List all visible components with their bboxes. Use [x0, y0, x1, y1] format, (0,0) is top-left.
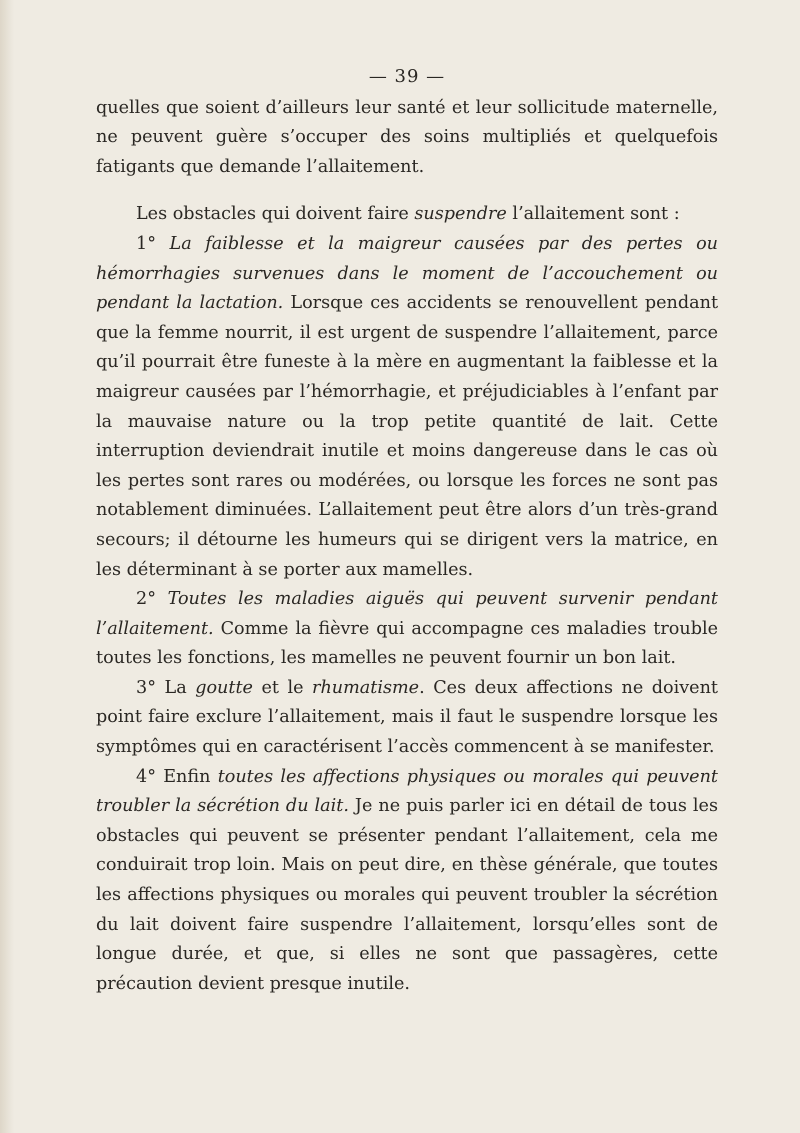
item-2-text: Comme la fièvre qui accompagne ces maladies trouble toutes les fonctions, les mamelles ne peuvent fournir un bon lait.	[96, 618, 718, 669]
item-2-number: 2°	[136, 589, 168, 610]
paragraph-continuation: quelles que soient d’ailleurs leur santé et leur sollicitude maternelle, ne peuvent guère s’occuper des soins multipliés et quelquefois fatigants que demande l’allaitement.	[96, 97, 718, 177]
item-3	[96, 674, 718, 763]
item-4-text: Je ne puis parler ici en détail de tous les obstacles qui peuvent se présenter pendant l’allaitement, cela me conduirait trop loin. Mais on peut dire, en thèse générale, que toutes les affections physiques ou morales qui peuvent troubler la sécrétion du lait doivent faire suspendre l’allaitement, lorsqu’elles sont de longue durée, et que, si elles ne sont que passagères, cette précaution devient presque inutile.	[96, 796, 718, 994]
item-1-title: La faiblesse et la maigreur causées par des pertes ou hémorrhagies survenues dans le moment de l’accouchement ou pendant la lactation.	[96, 233, 718, 314]
intro-text-a: Les obstacles qui doivent faire	[136, 204, 415, 225]
page-number: — 39 —	[368, 66, 446, 87]
item-3-term-rhumatisme: rhumatisme	[312, 677, 420, 698]
item-4-title: toutes les affections physiques ou morales qui peuvent troubler la sécrétion du lait.	[96, 766, 718, 817]
item-4-number: 4°	[136, 766, 164, 787]
intro-emphasis: suspendre	[414, 204, 507, 225]
item-2	[96, 585, 718, 674]
book-page	[96, 62, 718, 999]
item-3-number: 3°	[136, 677, 165, 698]
item-4-text-a: Enfin	[163, 766, 218, 787]
intro-text-c: l’allaitement sont :	[506, 204, 680, 225]
item-3-text: . Ces deux affections ne doivent point faire exclure l’allaitement, mais il faut le suspendre lorsque les symptômes qui en caractérisent l’accès commencent à se manifester.	[96, 677, 718, 758]
item-4	[96, 763, 718, 1000]
paragraph-obstacles-intro	[96, 200, 718, 230]
item-1	[96, 230, 718, 585]
item-3-term-goutte: goutte	[195, 677, 253, 698]
item-2-title: Toutes les maladies aiguës qui peuvent survenir pendant l’allaitement.	[96, 589, 718, 639]
item-1-number: 1°	[136, 233, 170, 254]
item-3-text-a: La	[164, 677, 196, 698]
page-binding-shadow	[0, 0, 14, 1133]
item-3-text-c: et le	[252, 677, 313, 698]
item-1-text: Lorsque ces accidents se renouvellent pendant que la femme nourrit, il est urgent de suspendre l’allaitement, parce qu’il pourrait être funeste à la mère en augmentant la faiblesse et la maigreur causées par l’hémorrhagie, et préjudiciables à l’enfant par la mauvaise nature ou la trop petite quantité de lait. Cette interruption deviendrait inutile et moins dangereuse dans le cas où les pertes sont rares ou modérées, ou lorsque les forces ne sont pas notablement diminuées. L’allaitement peut être alors d’un très-grand secours; il détourne les humeurs qui se dirigent vers la matrice, en les déterminant à se porter aux mamelles.	[96, 293, 719, 580]
